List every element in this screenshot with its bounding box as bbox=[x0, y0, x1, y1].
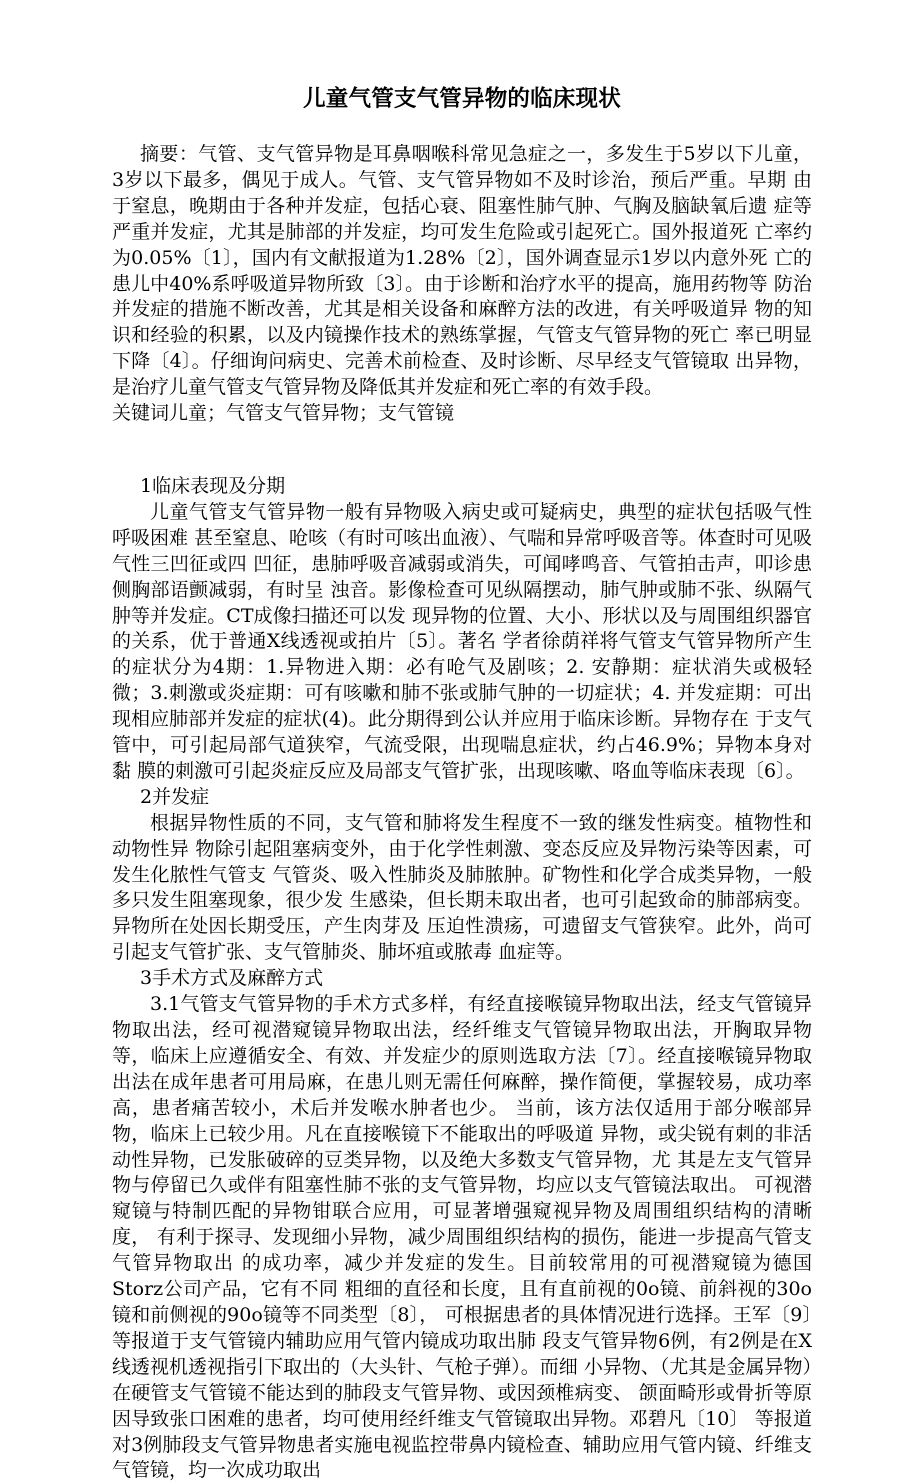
keywords-line: 关键词儿童；气管支气管异物；支气管镜 bbox=[112, 402, 455, 425]
section-2 bbox=[112, 785, 812, 966]
section-3 bbox=[112, 966, 812, 1484]
section-1-paragraph-1: 儿童气管支气管异物一般有异物吸入病史或可疑病史，典型的症状包括吸气性呼吸困难 甚至窒息、呛咳（有时可咳出血液）、气喘和异常呼吸音等。体查时可见吸气性三凹征或四 凹征，患肺呼吸音减弱或消失，可闻哮鸣音、气管拍击声，叩诊患侧胸部语颤减弱，有时呈 浊音。影像检查可见纵隔摆动，肺气肿或肺不张、纵隔气肿等并发症。CT成像扫描还可以发 现异物的位置、大小、形状以及与周围组织器官的关系，优于普通X线透视或拍片〔5〕。著名 学者徐荫祥将气管支气管异物所产生的症状分为4期：1.异物进入期：必有呛气及剧咳；2. 安静期：症状消失或极轻微；3.刺激或炎症期：可有咳嗽和肺不张或肺气肿的一切症状；4. 并发症期：可出现相应肺部并发症的症状(4)。此分期得到公认并应用于临床诊断。异物存在 于支气管中，可引起局部气道狭窄，气流受限，出现喘息症状，约占46.9%；异物本身对黏 膜的刺激可引起炎症反应及局部支气管扩张，出现咳嗽、咯血等临床表现〔6〕。 bbox=[112, 500, 812, 782]
section-3-paragraph-1: 3.1气管支气管异物的手术方式多样，有经直接喉镜异物取出法，经支气管镜异物取出法，经可视潜窥镜异物取出法，经纤维支气管镜异物取出法，开胸取异物等，临床上应遵循安全、有效、并发症少的原则选取方法〔7〕。经直接喉镜异物取出法在成年患者可用局麻，在患儿则无需任何麻醉，操作简便，掌握较易，成功率高，患者痛苦较小，术后并发喉水肿者也少。 当前，该方法仅适用于部分喉部异物，临床上已较少用。凡在直接喉镜下不能取出的呼吸道 异物，或尖锐有刺的非活动性异物，已发胀破碎的豆类异物，以及绝大多数支气管异物，尤 其是左支气管异物与停留已久或伴有阻塞性肺不张的支气管异物，均应以支气管镜法取出。 可视潜窥镜与特制匹配的异物钳联合应用，可显著增强窥视异物及周围组织结构的清晰度， 有利于探寻、发现细小异物，减少周围组织结构的损伤，能进一步提高气管支气管异物取出 的成功率，减少并发症的发生。目前较常用的可视潜窥镜为德国Storz公司产品，它有不同 粗细的直径和长度，且有直前视的0o镜、前斜视的30o镜和前侧视的90o镜等不同类型〔8〕， 可根据患者的具体情况进行选择。王军〔9〕等报道于支气管镜内辅助应用气管内镜成功取出肺 段支气管异物6例，有2例是在X线透视机透视指引下取出的（大头针、气枪子弹）。而细 小异物、（尤其是金属异物）在硬管支气管镜不能达到的肺段支气管异物、或因颈椎病变、 颌面畸形或骨折等原因导致张口困难的患者，均可使用经纤维支气管镜取出异物。邓碧凡〔10〕 等报道对3例肺段支气管异物患者实施电视监控带鼻内镜检查、辅助应用气管内镜、纤维支 气管镜，均一次成功取出 bbox=[112, 993, 812, 1482]
section-2-heading: 2并发症 bbox=[140, 785, 210, 808]
section-spacer bbox=[112, 427, 812, 474]
section-3-heading: 3手术方式及麻醉方式 bbox=[140, 967, 324, 990]
page-content bbox=[112, 0, 812, 1484]
section-2-paragraph-1: 根据异物性质的不同，支气管和肺将发生程度不一致的继发性病变。植物性和动物性异 物除引起阻塞病变外，由于化学性刺激、变态反应及异物污染等因素，可发生化脓性气管支 气管炎、吸入性肺炎及肺脓肿。矿物性和化学合成类异物，一般多只发生阻塞现象，很少发 生感染，但长期未取出者，也可引起致命的肺部病变。异物所在处因长期受压，产生肉芽及 压迫性溃疡，可遗留支气管狭窄。此外，尚可引起支气管扩张、支气管肺炎、肺坏疽或脓毒 血症等。 bbox=[112, 811, 812, 964]
page-title: 儿童气管支气管异物的临床现状 bbox=[303, 86, 621, 112]
abstract-paragraph: 摘要：气管、支气管异物是耳鼻咽喉科常见急症之一，多发生于5岁以下儿童， 3岁以下最多，偶见于成人。气管、支气管异物如不及时诊治，预后严重。早期 由于窒息，晚期由于各种并发症，包括心衰、阻塞性肺气肿、气胸及脑缺氧后遗 症等严重并发症，尤其是肺部的并发症，均可发生危险或引起死亡。国外报道死 亡率约为0.05%〔1〕，国内有文献报道为1.28%〔2〕，国外调查显示1岁以内意外死 亡的患儿中40%系呼吸道异物所致〔3〕。由于诊断和治疗水平的提高，施用药物等 防治并发症的措施不断改善，尤其是相关设备和麻醉方法的改进，有关呼吸道异 物的知识和经验的积累，以及内镜操作技术的熟练掌握，气管支气管异物的死亡 率已明显下降〔4〕。仔细询问病史、完善术前检查、及时诊断、尽早经支气管镜取 出异物，是治疗儿童气管支气管异物及降低其并发症和死亡率的有效手段。 bbox=[112, 143, 812, 399]
section-1 bbox=[112, 474, 812, 785]
abstract-block bbox=[112, 142, 812, 427]
section-1-heading: 1临床表现及分期 bbox=[140, 474, 286, 497]
